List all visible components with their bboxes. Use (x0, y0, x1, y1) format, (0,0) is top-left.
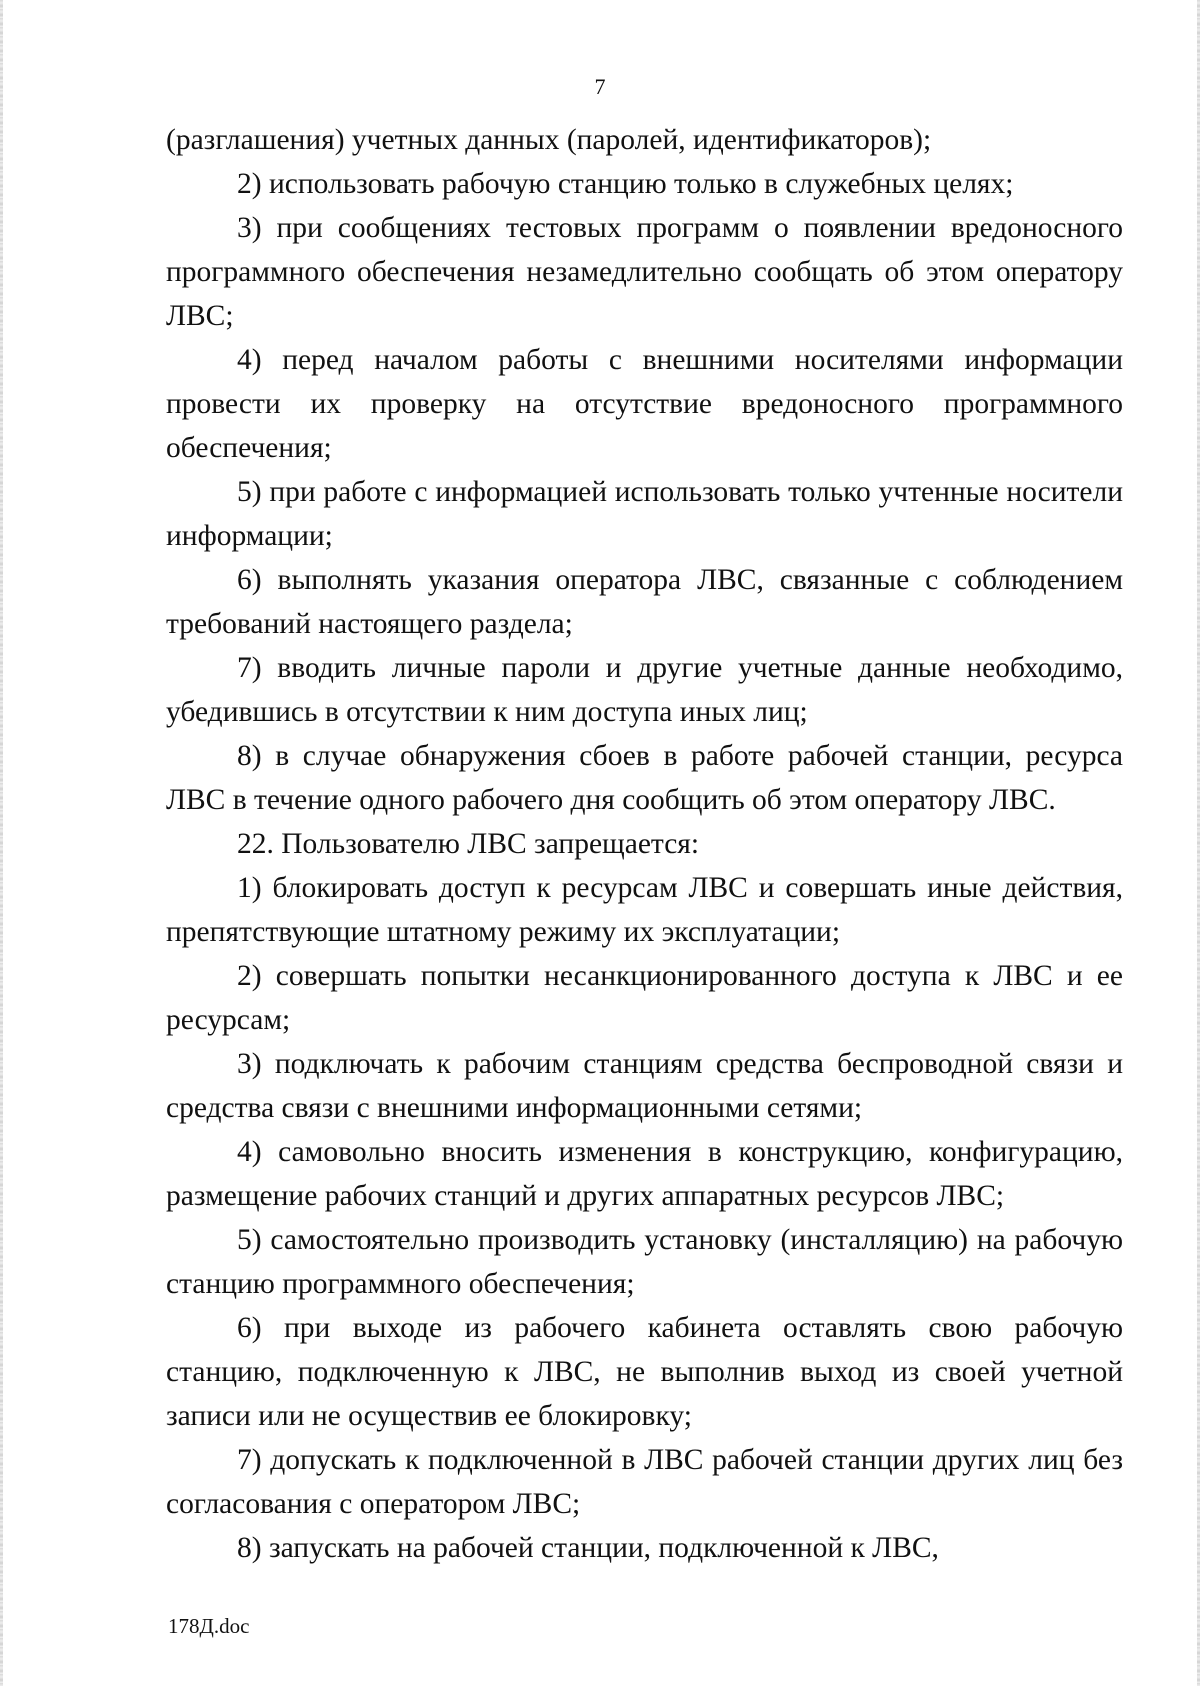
list-item-follow-operator: 6) выполнять указания оператора ЛВС, связанные с соблюдением требований настоящего раздела; (166, 564, 1123, 640)
section-heading-prohibited: 22. Пользователю ЛВС запрещается: (237, 828, 700, 860)
prohibited-item-run-programs: 8) запускать на рабочей станции, подключенной к ЛВС, (237, 1532, 939, 1564)
list-item-report-malware: 3) при сообщениях тестовых программ о появлении вредоносного программного обеспечения незамедлительно сообщать об этом оператору ЛВС; (166, 212, 1123, 332)
prohibited-item-modify-hardware: 4) самовольно вносить изменения в конструкцию, конфигурацию, размещение рабочих станций и других аппаратных ресурсов ЛВС; (166, 1136, 1123, 1212)
footer-filename: 178Д.doc (168, 1614, 250, 1638)
list-item-use-for-official-purposes: 2) использовать рабочую станцию только в служебных целях; (237, 168, 1014, 200)
prohibited-item-unauthorized-access: 2) совершать попытки несанкционированного доступа к ЛВС и ее ресурсам; (166, 960, 1123, 1036)
list-item-report-failures: 8) в случае обнаружения сбоев в работе рабочей станции, ресурса ЛВС в течение одного рабочего дня сообщить об этом оператору ЛВС. (166, 740, 1123, 816)
document-body (166, 118, 1123, 1570)
paragraph-continuation: (разглашения) учетных данных (паролей, идентификаторов); (166, 124, 932, 156)
list-item-use-registered-media: 5) при работе с информацией использовать только учтенные носители информации; (166, 476, 1123, 552)
prohibited-item-wireless: 3) подключать к рабочим станциям средства беспроводной связи и средства связи с внешними информационными сетями; (166, 1048, 1123, 1124)
prohibited-item-block-access: 1) блокировать доступ к ресурсам ЛВС и совершать иные действия, препятствующие штатному режиму их эксплуатации; (166, 872, 1123, 948)
prohibited-item-install-software: 5) самостоятельно производить установку (инсталляцию) на рабочую станцию программного обеспечения; (166, 1224, 1123, 1300)
list-item-check-external-media: 4) перед началом работы с внешними носителями информации провести их проверку на отсутствие вредоносного программного обеспечения; (166, 344, 1123, 464)
prohibited-item-allow-others: 7) допускать к подключенной в ЛВС рабочей станции других лиц без согласования с оператором ЛВС; (166, 1444, 1123, 1520)
scan-edge-left (0, 0, 3, 1686)
list-item-enter-passwords: 7) вводить личные пароли и другие учетные данные необходимо, убедившись в отсутствии к ним доступа иных лиц; (166, 652, 1123, 728)
page-number: 7 (594, 74, 606, 99)
prohibited-item-leave-unlocked: 6) при выходе из рабочего кабинета оставлять свою рабочую станцию, подключенную к ЛВС, не выполнив выход из своей учетной записи или не осуществив ее блокировку; (166, 1312, 1123, 1432)
